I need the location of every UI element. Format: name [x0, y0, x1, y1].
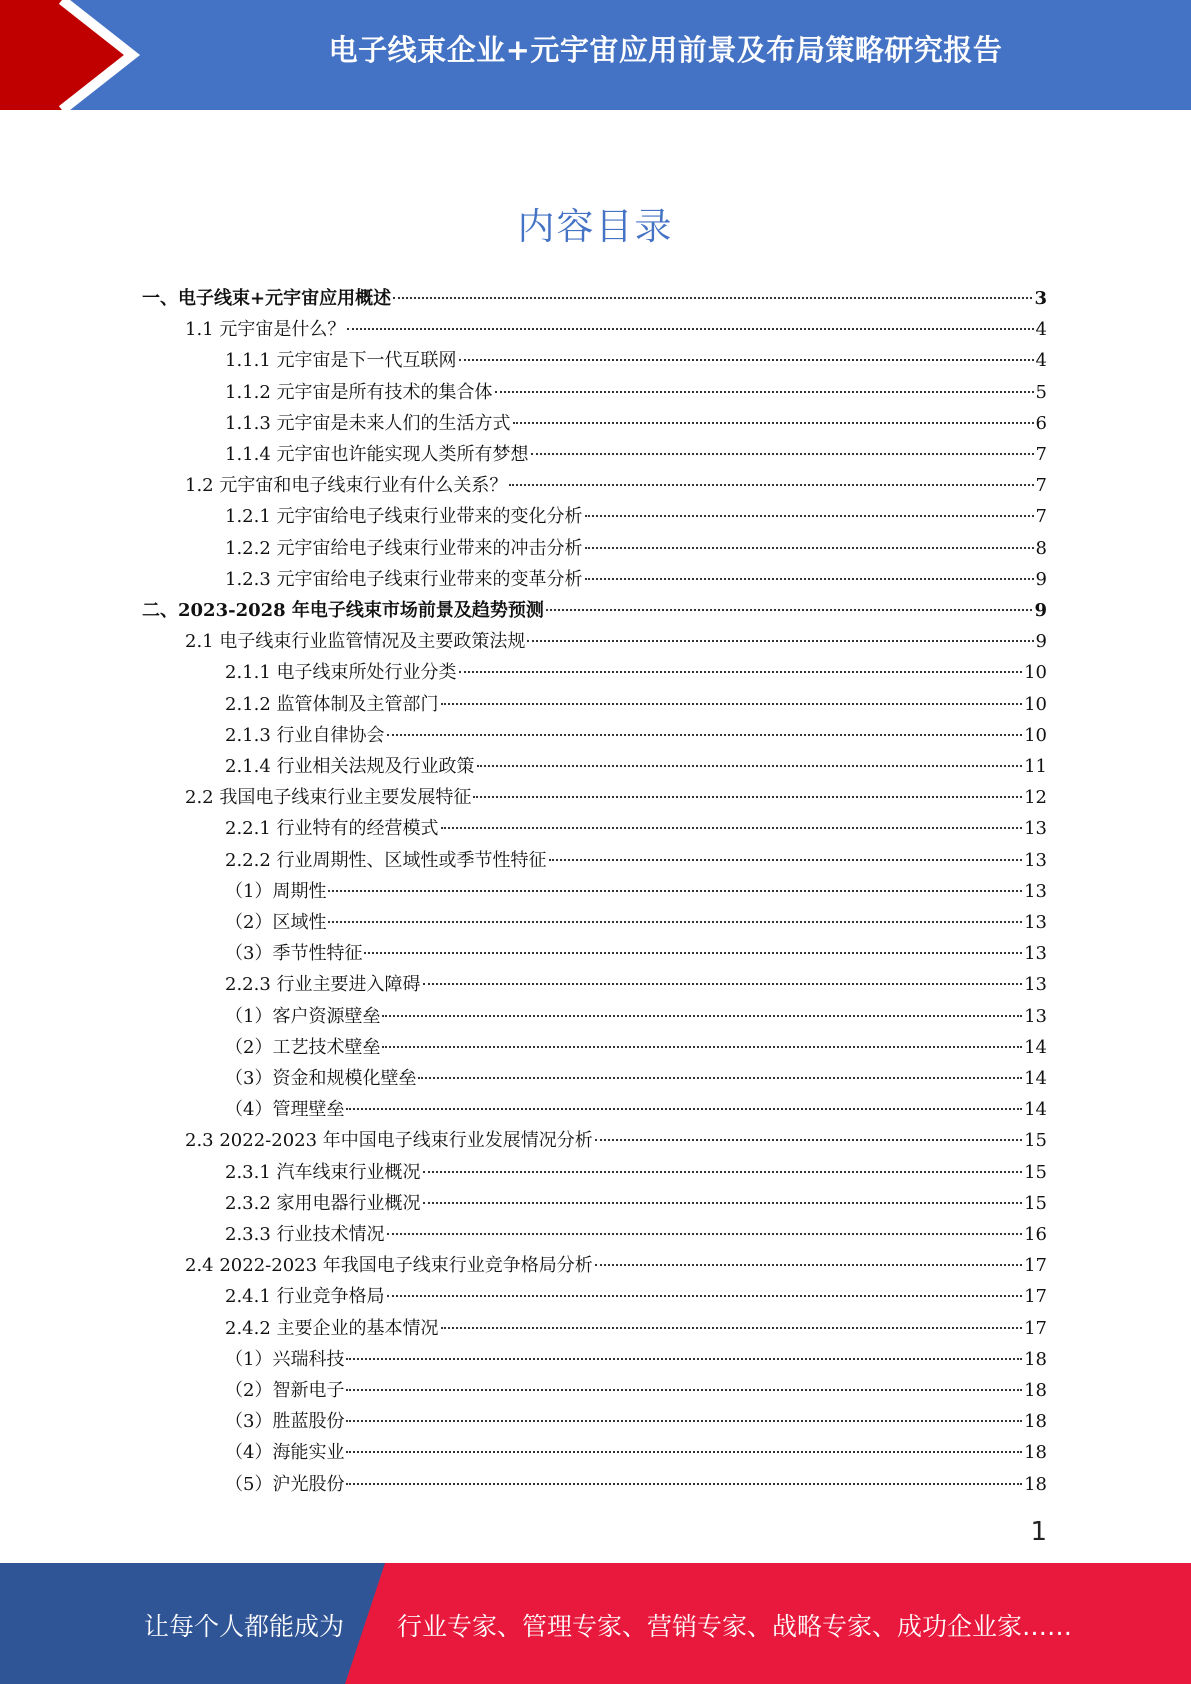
toc-entry-title: （2）区域性 [225, 912, 327, 933]
toc-entry-page: 6 [1035, 412, 1047, 434]
toc-entry[interactable] [142, 283, 1047, 314]
toc-entry-title: 2.1.1 电子线束所处行业分类 [225, 662, 457, 684]
toc-dot-leader [346, 1420, 1022, 1422]
header-banner [0, 0, 1191, 110]
toc-entry-title: 二、2023-2028 年电子线束市场前景及趋势预测 [142, 600, 544, 621]
toc-entry-title: 1.1 元宇宙是什么？ [185, 319, 346, 341]
toc-entry-title: （4）海能实业 [225, 1442, 345, 1464]
toc-entry-title: （1）兴瑞科技 [225, 1348, 345, 1370]
toc-entry[interactable] [225, 1469, 1047, 1500]
toc-entry[interactable] [225, 501, 1047, 532]
toc-entry-title: 2.3 2022-2023 年中国电子线束行业发展情况分析 [185, 1130, 593, 1152]
toc-entry-page: 17 [1024, 1317, 1047, 1339]
toc-dot-leader [585, 515, 1034, 517]
toc-entry-title: 2.4.2 主要企业的基本情况 [225, 1317, 439, 1339]
toc-dot-leader [423, 1171, 1023, 1173]
page-number: 1 [1030, 1517, 1047, 1547]
toc-entry-page: 9 [1034, 600, 1047, 621]
toc-entry[interactable] [185, 782, 1047, 813]
toc-entry[interactable] [225, 564, 1047, 595]
toc-entry-title: 2.4.1 行业竞争格局 [225, 1286, 385, 1308]
toc-entry-title: 2.3.1 汽车线束行业概况 [225, 1161, 421, 1183]
toc-dot-leader [509, 484, 1033, 486]
toc-entry[interactable] [185, 470, 1047, 501]
toc-entry[interactable] [225, 1375, 1047, 1406]
toc-dot-leader [328, 921, 1022, 923]
toc-entry-title: 1.1.4 元宇宙也许能实现人类所有梦想 [225, 444, 529, 465]
toc-entry[interactable] [225, 1437, 1047, 1468]
toc-dot-leader [387, 1233, 1023, 1235]
toc-entry[interactable] [225, 907, 1047, 938]
toc-entry-title: 2.2 我国电子线束行业主要发展特征 [185, 787, 472, 809]
toc-entry-page: 5 [1035, 381, 1047, 403]
toc-entry[interactable] [225, 1344, 1047, 1375]
toc-entry-title: 2.1.4 行业相关法规及行业政策 [225, 756, 475, 777]
toc-dot-leader [346, 1108, 1022, 1110]
toc-entry-page: 7 [1035, 506, 1047, 528]
toc-dot-leader [531, 453, 1034, 455]
toc-entry-title: （4）管理壁垒 [225, 1099, 345, 1121]
toc-entry-page: 17 [1024, 1286, 1047, 1308]
toc-entry-page: 14 [1024, 1068, 1047, 1089]
toc-entry[interactable] [225, 938, 1047, 969]
toc-entry[interactable] [225, 1001, 1047, 1032]
toc-dot-leader [387, 734, 1023, 736]
toc-entry-page: 10 [1024, 724, 1047, 746]
toc-entry[interactable] [225, 813, 1047, 844]
toc-entry-title: （3）资金和规模化壁垒 [225, 1068, 417, 1089]
toc-entry-page: 13 [1024, 880, 1047, 902]
toc-entry-page: 15 [1024, 1161, 1047, 1183]
toc-entry-title: （2）智新电子 [225, 1380, 345, 1401]
toc-dot-leader [546, 609, 1033, 611]
toc-entry[interactable] [225, 1281, 1047, 1312]
toc-entry-page: 15 [1024, 1192, 1047, 1214]
toc-entry-title: 1.1.2 元宇宙是所有技术的集合体 [225, 381, 493, 403]
toc-dot-leader [473, 796, 1022, 798]
toc-entry[interactable] [225, 845, 1047, 876]
toc-dot-leader [527, 640, 1033, 642]
toc-entry-page: 9 [1035, 631, 1047, 653]
footer-slogan-right: 行业专家、管理专家、营销专家、战略专家、成功企业家…… [397, 1612, 1073, 1641]
toc-dot-leader [393, 297, 1032, 299]
toc-entry[interactable] [185, 1125, 1047, 1156]
toc-dot-leader [441, 827, 1023, 829]
toc-entry-page: 12 [1024, 787, 1047, 809]
toc-entry-page: 14 [1024, 1036, 1047, 1058]
toc-entry-title: 2.2.3 行业主要进入障碍 [225, 974, 421, 996]
toc-entry-title: （3）胜蓝股份 [225, 1411, 345, 1433]
toc-entry-page: 18 [1024, 1442, 1047, 1464]
toc-entry-title: 1.2 元宇宙和电子线束行业有什么关系？ [185, 475, 508, 497]
toc-dot-leader [513, 422, 1034, 424]
toc-entry-page: 13 [1024, 818, 1047, 840]
toc-entry-title: 1.2.3 元宇宙给电子线束行业带来的变革分析 [225, 568, 583, 590]
toc-dot-leader [441, 703, 1023, 705]
toc-entry[interactable] [225, 969, 1047, 1000]
toc-dot-leader [346, 1451, 1022, 1453]
footer-banner [0, 1563, 1191, 1684]
report-title: 电子线束企业+元宇宙应用前景及布局策略研究报告 [328, 33, 1003, 67]
toc-entry[interactable] [225, 439, 1047, 470]
toc-entry[interactable] [225, 689, 1047, 720]
toc-entry-title: 2.2.2 行业周期性、区域性或季节性特征 [225, 849, 547, 871]
toc-entry-page: 13 [1024, 849, 1047, 871]
toc-entry[interactable] [225, 1032, 1047, 1063]
toc-entry-page: 9 [1035, 568, 1047, 590]
toc-dot-leader [382, 1015, 1022, 1017]
toc-entry-page: 13 [1024, 912, 1047, 933]
toc-entry-page: 18 [1024, 1411, 1047, 1433]
toc-entry-page: 13 [1024, 974, 1047, 996]
toc-entry-page: 10 [1024, 662, 1047, 684]
toc-entry-page: 7 [1035, 475, 1047, 497]
toc-entry[interactable] [225, 720, 1047, 751]
toc-entry-page: 3 [1034, 288, 1047, 309]
toc-dot-leader [441, 1327, 1023, 1329]
toc-entry-title: （2）工艺技术壁垒 [225, 1036, 381, 1058]
toc-entry-page: 4 [1035, 350, 1047, 372]
toc-entry-title: 2.1 电子线束行业监管情况及主要政策法规 [185, 631, 526, 653]
toc-dot-leader [495, 391, 1034, 393]
toc-entry-page: 4 [1035, 319, 1047, 341]
toc-dot-leader [387, 1295, 1023, 1297]
toc-dot-leader [549, 859, 1023, 861]
toc-entry-title: 1.2.2 元宇宙给电子线束行业带来的冲击分析 [225, 537, 583, 559]
toc-dot-leader [423, 983, 1023, 985]
toc-entry-title: 2.3.2 家用电器行业概况 [225, 1192, 421, 1214]
toc-dot-leader [585, 547, 1034, 549]
toc-entry[interactable] [142, 595, 1047, 626]
toc-entry-title: 1.1.3 元宇宙是未来人们的生活方式 [225, 412, 511, 434]
toc-dot-leader [585, 578, 1034, 580]
toc-entry-title: （1）周期性 [225, 880, 327, 902]
toc-entry-title: 1.1.1 元宇宙是下一代互联网 [225, 350, 457, 372]
toc-entry[interactable] [225, 657, 1047, 688]
toc-entry-page: 11 [1024, 756, 1047, 777]
toc-entry-title: 一、电子线束+元宇宙应用概述 [142, 288, 392, 309]
toc-dot-leader [459, 359, 1034, 361]
toc-entry-title: 2.3.3 行业技术情况 [225, 1224, 385, 1245]
toc-entry-title: 2.1.3 行业自律协会 [225, 724, 385, 746]
toc-entry-title: 1.2.1 元宇宙给电子线束行业带来的变化分析 [225, 506, 583, 528]
toc-dot-leader [328, 890, 1022, 892]
toc-entry-page: 14 [1024, 1099, 1047, 1121]
toc-entry[interactable] [225, 1157, 1047, 1188]
toc-entry[interactable] [225, 1406, 1047, 1437]
toc-entry-title: 2.1.2 监管体制及主管部门 [225, 693, 439, 715]
toc-dot-leader [346, 1483, 1022, 1485]
toc-entry[interactable] [225, 1063, 1047, 1094]
toc-dot-leader [423, 1202, 1023, 1204]
toc-entry[interactable] [225, 1313, 1047, 1344]
toc-entry-page: 18 [1024, 1473, 1047, 1495]
toc-dot-leader [364, 952, 1022, 954]
toc-dot-leader [347, 328, 1033, 330]
toc-dot-leader [595, 1139, 1022, 1141]
toc-entry[interactable] [225, 533, 1047, 564]
toc-entry-page: 8 [1035, 537, 1047, 559]
toc-dot-leader [459, 671, 1023, 673]
toc-entry-page: 13 [1024, 1005, 1047, 1027]
toc-dot-leader [346, 1358, 1022, 1360]
toc-entry-title: 2.2.1 行业特有的经营模式 [225, 818, 439, 840]
footer-slogan-left: 让每个人都能成为 [144, 1612, 345, 1641]
toc-entry-page: 16 [1024, 1224, 1047, 1245]
toc-entry[interactable] [225, 345, 1047, 376]
toc-entry-page: 13 [1024, 943, 1047, 965]
toc-entry[interactable] [225, 1188, 1047, 1219]
toc-entry[interactable] [225, 1094, 1047, 1125]
toc-entry-page: 10 [1024, 693, 1047, 715]
toc-dot-leader [346, 1389, 1022, 1391]
toc-entry-page: 18 [1024, 1348, 1047, 1370]
toc-entry-page: 18 [1024, 1380, 1047, 1401]
toc-entry[interactable] [225, 1219, 1047, 1250]
toc-dot-leader [595, 1264, 1022, 1266]
toc-entry-title: （5）沪光股份 [225, 1473, 345, 1495]
toc-entry-page: 15 [1024, 1130, 1047, 1152]
toc-entry-title: 2.4 2022-2023 年我国电子线束行业竞争格局分析 [185, 1255, 593, 1277]
toc-entry[interactable] [225, 876, 1047, 907]
toc-entry[interactable] [225, 408, 1047, 439]
toc-entry-page: 7 [1035, 444, 1047, 465]
toc-dot-leader [477, 765, 1023, 767]
toc-heading: 内容目录 [517, 205, 674, 248]
toc-entry[interactable] [185, 314, 1047, 345]
toc-entry[interactable] [225, 751, 1047, 782]
toc-entry-title: （3）季节性特征 [225, 943, 363, 965]
toc-dot-leader [382, 1046, 1022, 1048]
toc-entry-title: （1）客户资源壁垒 [225, 1005, 381, 1027]
toc-entry-page: 17 [1024, 1255, 1047, 1277]
toc-entry[interactable] [185, 626, 1047, 657]
toc-entry[interactable] [225, 377, 1047, 408]
toc-entry[interactable] [185, 1250, 1047, 1281]
toc-dot-leader [418, 1077, 1022, 1079]
